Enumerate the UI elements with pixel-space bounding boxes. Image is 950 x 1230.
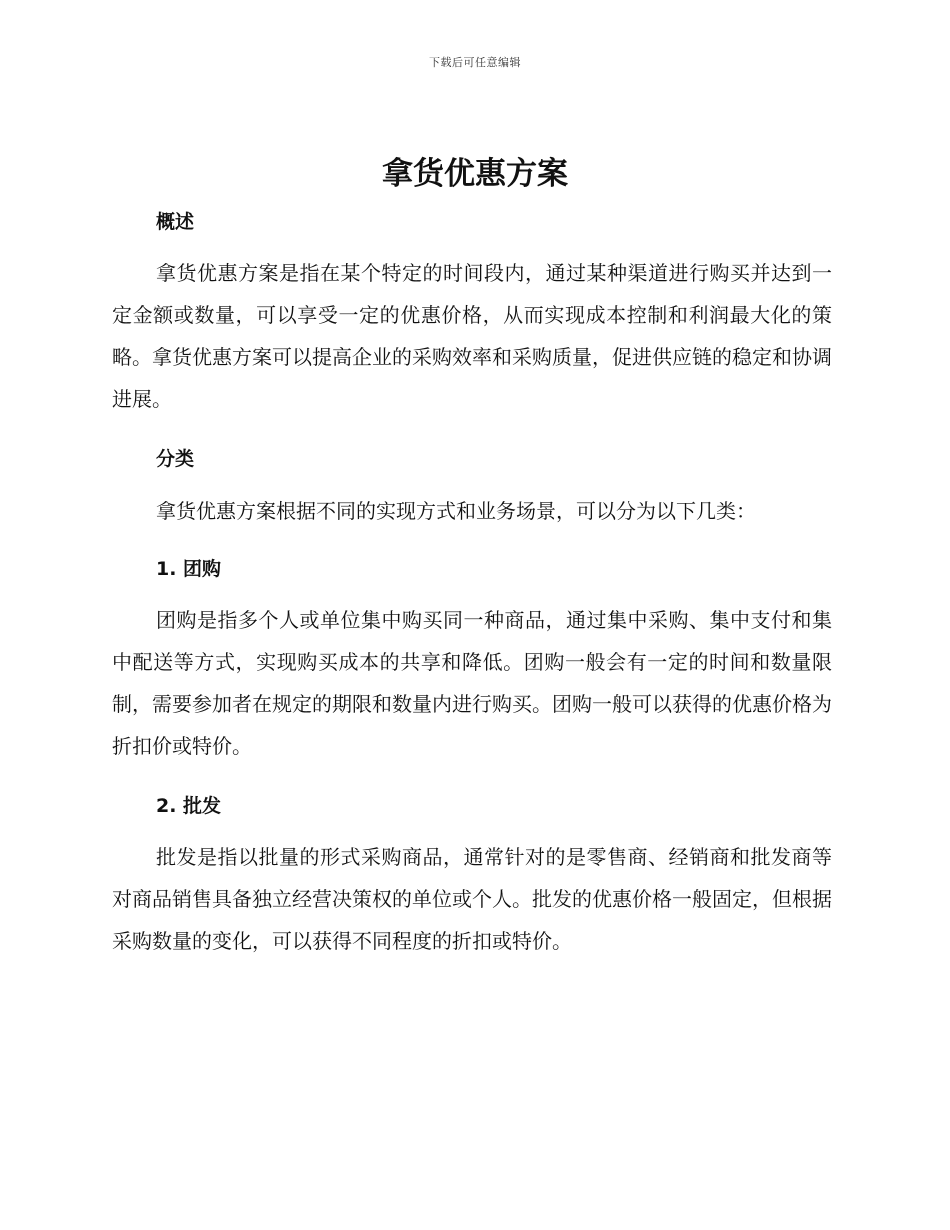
section-heading-overview: 概述: [156, 211, 195, 233]
section-heading-group-buy: 1. 团购: [156, 558, 222, 580]
section-heading-classification: 分类: [156, 448, 195, 470]
paragraph-wholesale: 批发是指以批量的形式采购商品，通常针对的是零售商、经销商和批发商等对商品销售具备独立经营决策权的单位或个人。批发的优惠价格一般固定，但根据采购数量的变化，可以获得不同程度的折扣或特价。: [112, 845, 832, 953]
paragraph-group-buy: 团购是指多个人或单位集中购买同一种商品，通过集中采购、集中支付和集中配送等方式，实现购买成本的共享和降低。团购一般会有一定的时间和数量限制，需要参加者在规定的期限和数量内进行购买。团购一般可以获得的优惠价格为折扣价或特价。: [112, 608, 832, 758]
document-title: 拿货优惠方案: [382, 156, 568, 192]
section-heading-wholesale: 2. 批发: [156, 795, 222, 817]
paragraph-classification: 拿货优惠方案根据不同的实现方式和业务场景，可以分为以下几类：: [156, 499, 756, 523]
page-header-note: 下载后可任意编辑: [429, 56, 521, 69]
paragraph-overview: 拿货优惠方案是指在某个特定的时间段内，通过某种渠道进行购买并达到一定金额或数量，可以享受一定的优惠价格，从而实现成本控制和利润最大化的策略。拿货优惠方案可以提高企业的采购效率和采购质量，促进供应链的稳定和协调进展。: [112, 261, 832, 411]
